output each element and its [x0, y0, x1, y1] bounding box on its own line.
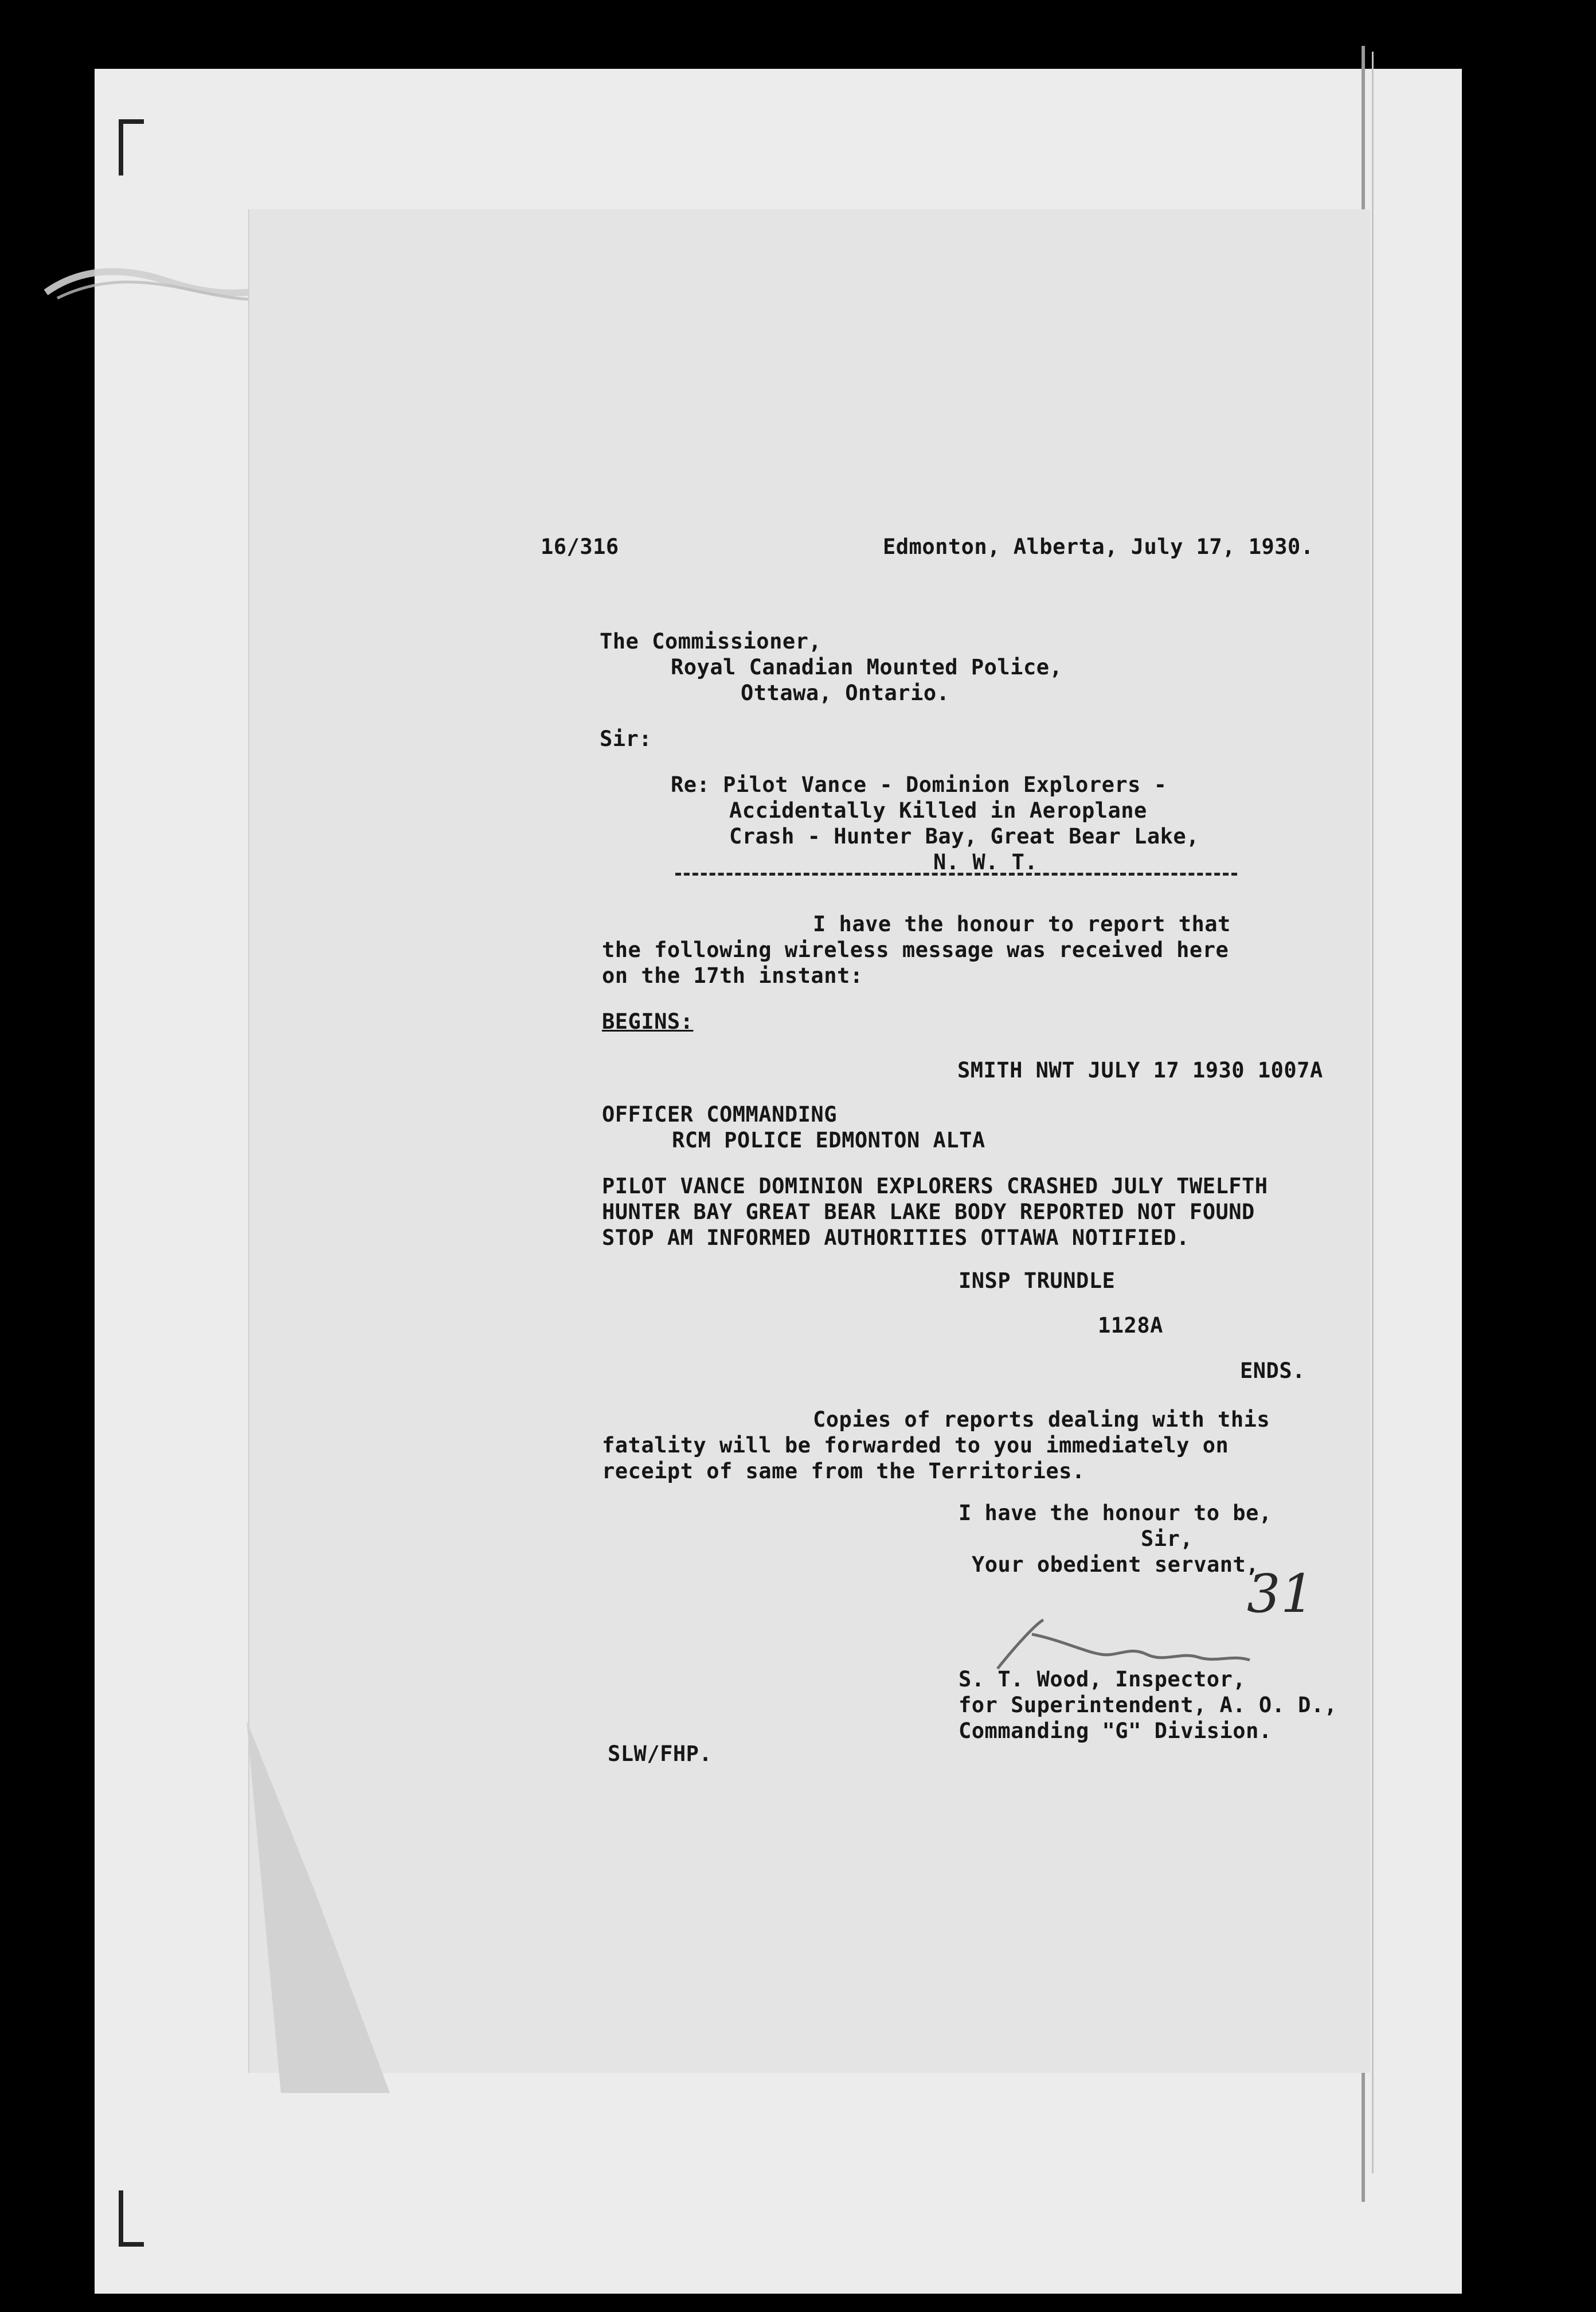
- salutation: Sir:: [600, 727, 652, 751]
- right-edge-line-faint: [1372, 52, 1374, 2173]
- addressee-line-1: The Commissioner,: [600, 629, 822, 654]
- message-sender: INSP TRUNDLE: [959, 1268, 1116, 1293]
- message-body-line-2: HUNTER BAY GREAT BEAR LAKE BODY REPORTED NOT FOUND: [602, 1200, 1255, 1224]
- message-time: 1128A: [1098, 1313, 1163, 1338]
- handwritten-number: 31: [1247, 1563, 1315, 1624]
- intro-line-3: on the 17th instant:: [602, 963, 863, 988]
- addressee-line-3: Ottawa, Ontario.: [741, 681, 950, 705]
- crop-mark-bottom-left: [119, 2190, 144, 2247]
- message-body-line-1: PILOT VANCE DOMINION EXPLORERS CRASHED JULY TWELFTH: [602, 1174, 1268, 1198]
- reference-initials: SLW/FHP.: [608, 1741, 713, 1766]
- subject-divider: [675, 873, 1237, 876]
- message-body-line-3: STOP AM INFORMED AUTHORITIES OTTAWA NOTIFIED.: [602, 1225, 1190, 1250]
- crop-mark-top-left: [119, 119, 144, 175]
- addressee-line-2: Royal Canadian Mounted Police,: [671, 655, 1063, 679]
- intro-line-1: I have the honour to report that: [813, 912, 1231, 936]
- subject-line-1: Re: Pilot Vance - Dominion Explorers -: [671, 772, 1167, 797]
- closing-line-2: fatality will be forwarded to you immediately on: [602, 1433, 1229, 1458]
- folded-corner-shadow: [247, 1720, 390, 2093]
- signature-line-3: Commanding "G" Division.: [959, 1719, 1272, 1743]
- signature-line-1: S. T. Wood, Inspector,: [959, 1667, 1246, 1692]
- subject-line-2: Accidentally Killed in Aeroplane: [729, 798, 1147, 823]
- complimentary-line-1: I have the honour to be,: [959, 1501, 1272, 1525]
- subject-line-4: N. W. T.: [933, 850, 1038, 874]
- message-to-line-2: RCM POLICE EDMONTON ALTA: [672, 1128, 985, 1153]
- file-number: 16/316: [541, 534, 619, 559]
- begins-label: BEGINS:: [602, 1009, 694, 1034]
- message-to-line-1: OFFICER COMMANDING: [602, 1102, 837, 1127]
- closing-line-1: Copies of reports dealing with this: [813, 1407, 1270, 1432]
- complimentary-line-2: Sir,: [1141, 1526, 1194, 1551]
- intro-line-2: the following wireless message was received here: [602, 938, 1229, 962]
- place-date: Edmonton, Alberta, July 17, 1930.: [883, 534, 1314, 559]
- subject-line-3: Crash - Hunter Bay, Great Bear Lake,: [729, 824, 1199, 849]
- message-header: SMITH NWT JULY 17 1930 1007A: [957, 1058, 1323, 1083]
- signature-line-2: for Superintendent, A. O. D.,: [959, 1693, 1337, 1717]
- complimentary-line-3: Your obedient servant,: [972, 1552, 1259, 1577]
- ends-label: ENDS.: [1240, 1358, 1305, 1383]
- closing-line-3: receipt of same from the Territories.: [602, 1459, 1085, 1483]
